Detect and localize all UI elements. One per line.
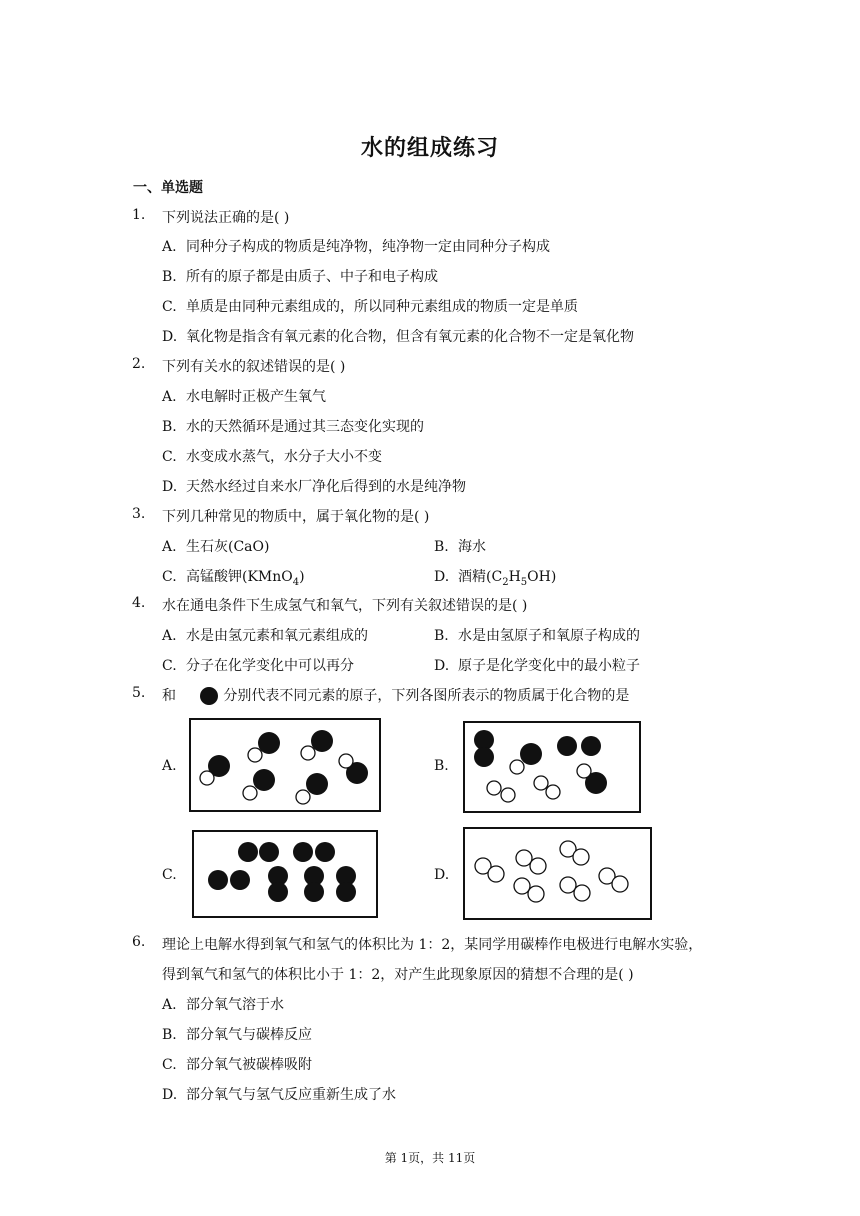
option-a[interactable]: [162, 386, 326, 406]
option-d[interactable]: [434, 566, 556, 588]
option-a[interactable]: [162, 536, 269, 556]
option-c-diagram[interactable]: [192, 830, 378, 918]
question-number: 5.: [132, 685, 146, 701]
molecule-diagram-a: [191, 720, 383, 814]
option-letter: D.: [434, 658, 450, 674]
black-atom-icon: [199, 686, 219, 706]
option-letter: D.: [162, 479, 178, 495]
option-letter: A.: [162, 628, 177, 644]
option-a-diagram[interactable]: [189, 718, 381, 812]
option-c[interactable]: [162, 1054, 312, 1074]
option-letter: A.: [162, 389, 177, 405]
option-letter: C.: [162, 569, 177, 585]
option-c[interactable]: [162, 655, 354, 675]
option-letter: B.: [162, 419, 177, 435]
question-stem: 水在通电条件下生成氢气和氧气，下列有关叙述错误的是( ): [162, 598, 528, 614]
option-b-diagram[interactable]: [463, 721, 641, 813]
option-d[interactable]: [162, 1084, 396, 1104]
option-text: 部分氧气溶于水: [186, 997, 284, 1013]
option-letter: B.: [162, 1027, 177, 1043]
question-stem-continued: 得到氧气和氢气的体积比小于 1：2，对产生此现象原因的猜想不合理的是( ): [162, 967, 634, 983]
option-text: 部分氧气与碳棒反应: [186, 1027, 312, 1043]
option-text: 水的天然循环是通过其三态变化实现的: [186, 419, 424, 435]
option-d-diagram[interactable]: [463, 827, 652, 920]
option-text: 高锰酸钾: [186, 569, 242, 585]
option-letter: D.: [434, 569, 450, 585]
option-letter: B.: [162, 269, 177, 285]
question-stem: 和 分别代表不同元素的原子，下列各图所表示的物质属于化合物的是: [162, 688, 630, 704]
option-d[interactable]: [162, 476, 466, 496]
option-text: 水电解时正极产生氧气: [186, 389, 326, 405]
option-b[interactable]: [434, 625, 640, 645]
option-a[interactable]: [162, 994, 284, 1014]
molecule-diagram-c: [194, 832, 380, 920]
page-title: 水的组成练习: [360, 135, 499, 161]
option-letter: D.: [162, 1087, 178, 1103]
question-stem: 理论上电解水得到氧气和氢气的体积比为 1：2，某同学用碳棒作电极进行电解水实验，: [162, 937, 703, 953]
question-number: 4.: [132, 595, 146, 611]
option-text: 海水: [458, 539, 486, 555]
question-stem: 下列说法正确的是( ): [162, 210, 290, 226]
option-c[interactable]: [162, 296, 578, 316]
option-letter: C.: [162, 299, 177, 315]
question-number: 3.: [132, 506, 146, 522]
option-b[interactable]: [162, 266, 438, 286]
option-text: 酒精: [458, 569, 486, 585]
option-b-label[interactable]: B.: [434, 758, 449, 774]
option-letter: D.: [162, 329, 178, 345]
option-text: 生石灰: [186, 539, 228, 555]
option-letter: A.: [162, 239, 177, 255]
question-stem: 下列有关水的叙述错误的是( ): [162, 359, 346, 375]
option-a-label[interactable]: A.: [162, 758, 177, 774]
molecule-diagram-b: [465, 723, 643, 815]
question-number: 1.: [132, 207, 146, 223]
option-text: 水变成水蒸气，水分子大小不变: [186, 449, 382, 465]
option-c[interactable]: [162, 446, 382, 466]
option-letter: A.: [162, 997, 177, 1013]
question-stem: 下列几种常见的物质中，属于氧化物的是( ): [162, 509, 430, 525]
white-atom-icon: [180, 688, 194, 704]
option-text: 所有的原子都是由质子、中子和电子构成: [186, 269, 438, 285]
option-letter: C.: [162, 1057, 177, 1073]
option-b[interactable]: [162, 416, 424, 436]
section-heading: 一、单选题: [133, 180, 203, 196]
option-d[interactable]: [162, 326, 634, 346]
option-text: 原子是化学变化中的最小粒子: [458, 658, 640, 674]
option-d[interactable]: [434, 655, 640, 675]
option-a[interactable]: [162, 625, 368, 645]
option-text: 部分氧气被碳棒吸附: [186, 1057, 312, 1073]
option-text: 单质是由同种元素组成的，所以同种元素组成的物质一定是单质: [186, 299, 578, 315]
option-c-label[interactable]: C.: [162, 867, 177, 883]
option-letter: A.: [162, 539, 177, 555]
option-text: 水是由氢原子和氧原子构成的: [458, 628, 640, 644]
option-text: 水是由氢元素和氧元素组成的: [186, 628, 368, 644]
option-letter: C.: [162, 658, 177, 674]
option-b[interactable]: [434, 536, 486, 556]
option-letter: B.: [434, 539, 449, 555]
option-text: 同种分子构成的物质是纯净物，纯净物一定由同种分子构成: [186, 239, 550, 255]
option-d-label[interactable]: D.: [434, 867, 450, 883]
option-letter: B.: [434, 628, 449, 644]
question-number: 2.: [132, 356, 146, 372]
option-text: 天然水经过自来水厂净化后得到的水是纯净物: [186, 479, 466, 495]
chemical-formula: $(C_2H_5OH)$: [486, 569, 557, 588]
chemical-formula: (KMnO$_4$): [242, 569, 305, 588]
option-letter: C.: [162, 449, 177, 465]
page-footer: 第 1页，共 11页: [384, 1151, 476, 1165]
option-text: 分子在化学变化中可以再分: [186, 658, 354, 674]
chemical-formula: (CaO): [228, 539, 270, 555]
question-number: 6.: [132, 934, 146, 950]
option-text: 氧化物是指含有氧元素的化合物，但含有氧元素的化合物不一定是氧化物: [186, 329, 634, 345]
option-b[interactable]: [162, 1024, 312, 1044]
option-a[interactable]: [162, 236, 550, 256]
option-text: 部分氧气与氢气反应重新生成了水: [186, 1087, 396, 1103]
molecule-diagram-d: [465, 829, 654, 922]
option-c[interactable]: [162, 566, 305, 588]
